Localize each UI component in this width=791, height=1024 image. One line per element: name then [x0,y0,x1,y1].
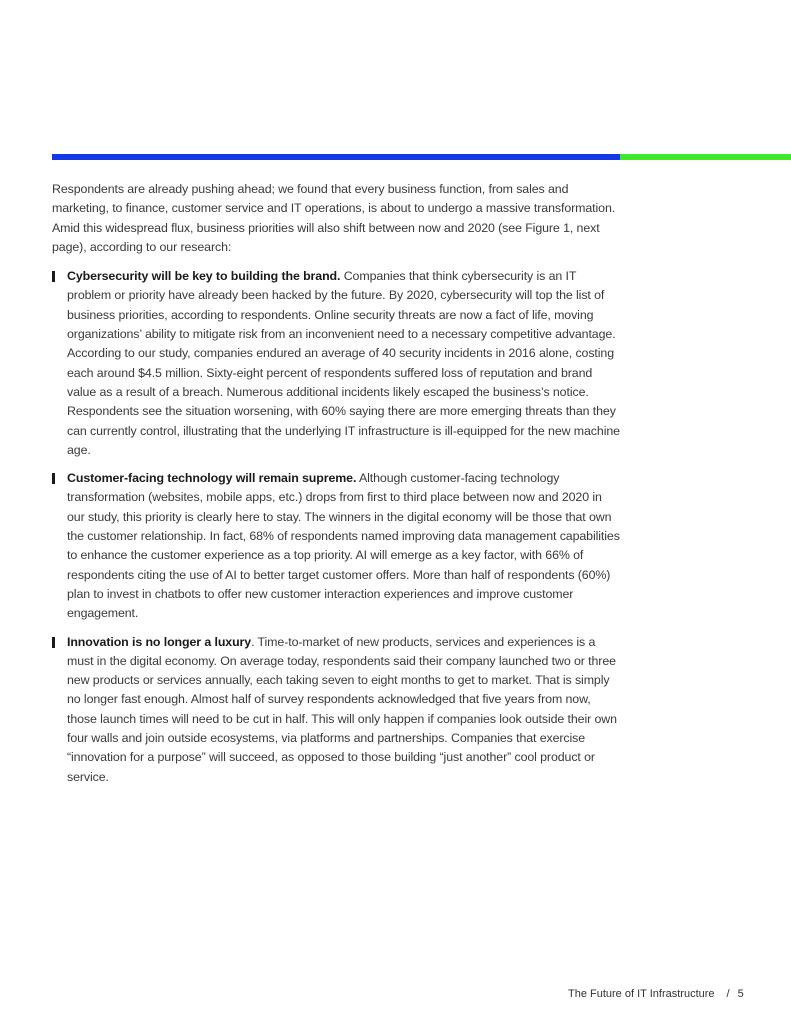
accent-bar-blue-segment [52,154,620,160]
footer-title: The Future of IT Infrastructure [568,988,715,1000]
header-accent-bar [52,154,791,160]
priority-list [52,267,622,787]
main-content [52,180,622,796]
bullet-heading: Innovation is no longer a luxury [67,634,252,649]
list-item-cybersecurity [52,267,622,460]
intro-paragraph: Respondents are already pushing ahead; we found that every business function, from sales and marketing, to finance, customer service and IT operations, is about to undergo a massive transformation. Amid this widespread flux, business priorities will also shift between now and 2020 (see Figure 1, next page), according to our research: [52,182,616,254]
bullet-body: Although customer-facing technology transformation (websites, mobile apps, etc.) drops from first to third place between now and 2020 in our study, this priority is clearly here to stay. The winners in the digital economy will be those that own the customer relationship. In fact, 68% of respondents named improving data management capabilities to enhance the customer experience as a top priority. AI will emerge as a key factor, with 66% of respondents citing the use of AI to better target customer offers. More than half of respondents (60%) plan to invest in chatbots to offer new customer interaction experiences and improve customer engagement. [67,471,620,621]
accent-bar-green-segment [620,154,791,160]
bullet-marker-icon [52,271,55,282]
bullet-body: . Time-to-market of new products, services and experiences is a must in the digital economy. On average today, respondents said their company launched two or three new products or services annually, each taking seven to eight months to get to market. That is simply no longer fast enough. Almost half of survey respondents acknowledged that five years from now, those launch times will need to be cut in half. This will only happen if companies look outside their own four walls and join outside ecosystems, via platforms and partnerships. Companies that exercise “innovation for a purpose” will succeed, as opposed to those building “just another” cool product or service. [67,634,617,784]
bullet-marker-icon [52,473,55,484]
page-footer [568,988,744,1000]
list-item-customer-facing [52,469,622,623]
bullet-body: Companies that think cybersecurity is an IT problem or priority have already been hacked by the future. By 2020, cybersecurity will top the list of business priorities, according to respondents. Online security threats are now a fact of life, moving organizations’ ability to mitigate risk from an inconvenient need to a necessary competitive advantage. According to our study, companies endured an average of 40 security incidents in 2016 alone, costing each around $4.5 million. Sixty-eight percent of respondents suffered loss of reputation and brand value as a result of a breach. Numerous additional incidents likely escaped the business’s notice. Respondents see the situation worsening, with 60% saying there are more emerging threats than they can currently control, illustrating that the underlying IT infrastructure is ill-equipped for the new machine age. [67,269,620,457]
list-item-innovation [52,633,622,787]
footer-separator: / [726,988,730,1000]
bullet-marker-icon [52,637,55,648]
page-number: 5 [737,988,744,1000]
bullet-heading: Customer-facing technology will remain supreme. [67,471,357,486]
bullet-heading: Cybersecurity will be key to building the brand. [67,269,341,284]
